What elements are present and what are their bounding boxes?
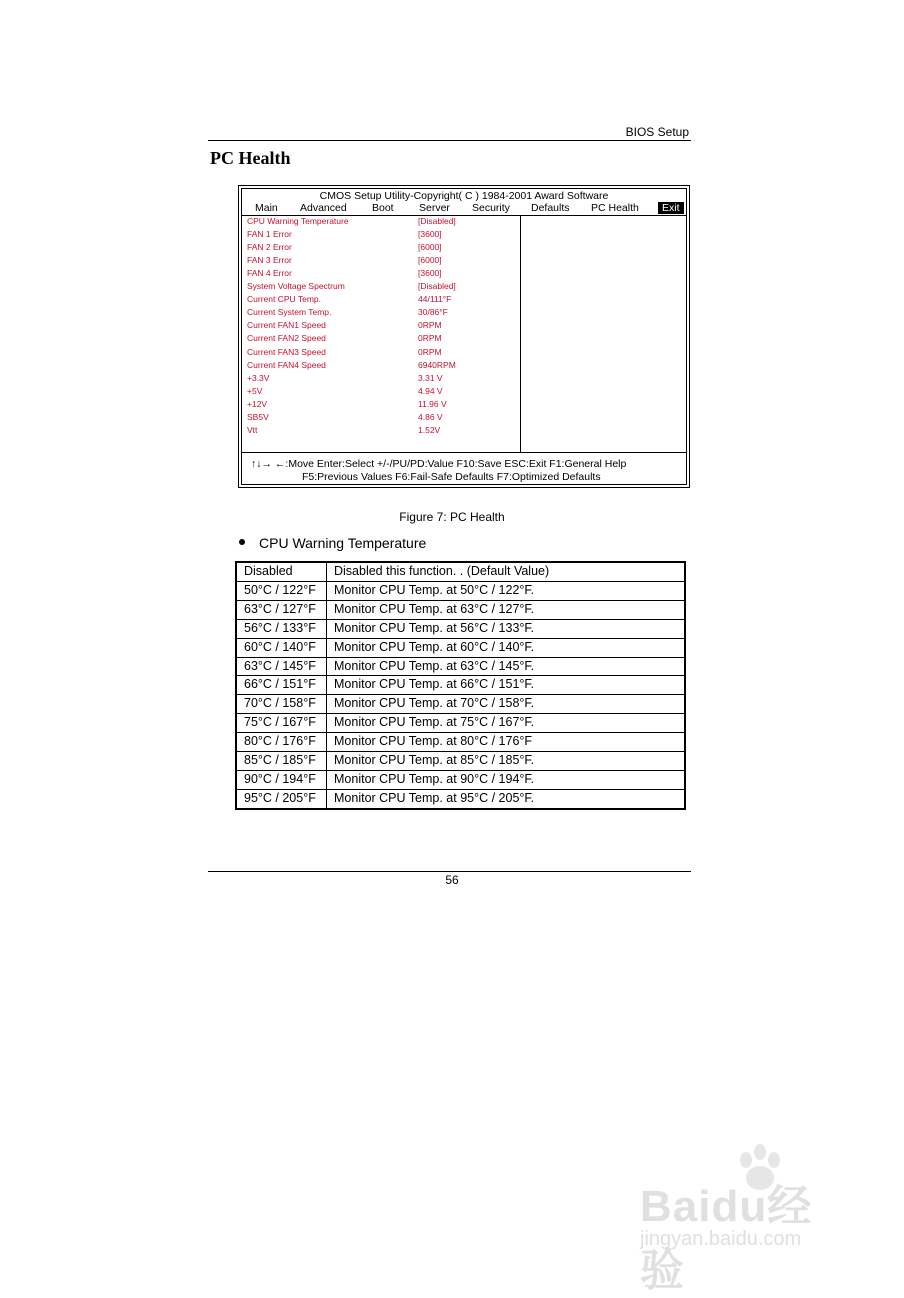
bios-item-label: CPU Warning Temperature: [247, 216, 349, 226]
bios-item-row[interactable]: [247, 411, 443, 422]
bios-help-line-2: F5:Previous Values F6:Fail-Safe Defaults F7:Optimized Defaults: [302, 471, 601, 483]
bios-item-label: System Voltage Spectrum: [247, 281, 345, 292]
option-description-cell: Monitor CPU Temp. at 50°C / 122°F.: [327, 581, 686, 600]
table-row: [236, 770, 685, 789]
option-description-cell: Monitor CPU Temp. at 63°C / 127°F.: [327, 600, 686, 619]
option-description-cell: Monitor CPU Temp. at 95°C / 205°F.: [327, 789, 686, 808]
table-row: [236, 752, 685, 771]
bios-item-value: 0RPM: [418, 320, 442, 331]
menu-exit[interactable]: Exit: [658, 202, 684, 214]
bios-item-value: 4.86 V: [418, 411, 443, 422]
bios-item-value: 4.94 V: [418, 385, 443, 396]
bios-item-value: [Disabled]: [418, 216, 456, 226]
option-value-cell: 66°C / 151°F: [236, 676, 327, 695]
bios-item-label: Current FAN3 Speed: [247, 346, 326, 357]
option-value-cell: 56°C / 133°F: [236, 619, 327, 638]
bios-item-label: Current FAN2 Speed: [247, 333, 326, 344]
option-value-cell: 63°C / 127°F: [236, 600, 327, 619]
table-row: [236, 581, 685, 600]
bios-item-label: Vtt: [247, 424, 258, 435]
bios-item-label: +5V: [247, 385, 263, 396]
bios-menubar: [242, 202, 686, 215]
watermark-logo: Baidu经验: [640, 1182, 813, 1295]
table-row: [236, 714, 685, 733]
bios-item-label: Current System Temp.: [247, 307, 332, 318]
option-description-cell: Monitor CPU Temp. at 90°C / 194°F.: [327, 770, 686, 789]
option-value-cell: 95°C / 205°F: [236, 789, 327, 808]
bios-item-value: 6940RPM: [418, 359, 456, 370]
bios-frame: [241, 188, 687, 485]
bios-item-row[interactable]: [247, 281, 456, 292]
table-row: [236, 676, 685, 695]
menu-security[interactable]: Security: [472, 202, 510, 214]
option-value-cell: 80°C / 176°F: [236, 733, 327, 752]
table-row: [236, 789, 685, 808]
option-value-cell: 50°C / 122°F: [236, 581, 327, 600]
bios-item-label: FAN 3 Error: [247, 255, 292, 266]
table-row: [236, 619, 685, 638]
bios-item-label: FAN 2 Error: [247, 242, 292, 253]
bios-item-label: Current FAN4 Speed: [247, 359, 326, 370]
bios-item-row[interactable]: [247, 333, 442, 344]
bios-item-value: 0RPM: [418, 346, 442, 357]
baidu-watermark: [640, 1140, 855, 1295]
bios-item-row[interactable]: [247, 268, 442, 279]
table-row: [236, 733, 685, 752]
bios-item-value: 3.31 V: [418, 372, 443, 383]
bullet-heading: [239, 535, 426, 551]
table-row: [236, 600, 685, 619]
bullet-dot-icon: [239, 539, 245, 545]
option-description-cell: Monitor CPU Temp. at 60°C / 140°F.: [327, 638, 686, 657]
bios-item-row[interactable]: [247, 372, 443, 383]
table-row: [236, 562, 685, 581]
bios-item-value: 0RPM: [418, 333, 442, 344]
bios-item-label: Current FAN1 Speed: [247, 320, 326, 331]
bios-item-label: Current CPU Temp.: [247, 294, 322, 305]
option-description-cell: Monitor CPU Temp. at 80°C / 176°F: [327, 733, 686, 752]
option-value-cell: 75°C / 167°F: [236, 714, 327, 733]
bios-help-line-1: ↑↓→ ←:Move Enter:Select +/-/PU/PD:Value F10:Save ESC:Exit F1:General Help: [251, 458, 627, 470]
page-number: 56: [445, 873, 459, 887]
option-description-cell: Monitor CPU Temp. at 85°C / 185°F.: [327, 752, 686, 771]
bios-item-panel: [242, 215, 686, 453]
bios-item-label: SB5V: [247, 411, 269, 422]
option-value-cell: 60°C / 140°F: [236, 638, 327, 657]
option-description-cell: Monitor CPU Temp. at 75°C / 167°F.: [327, 714, 686, 733]
bios-panel-divider: [520, 216, 521, 452]
option-description-cell: Monitor CPU Temp. at 66°C / 151°F.: [327, 676, 686, 695]
bios-item-row[interactable]: [247, 320, 442, 331]
bios-item-row[interactable]: [247, 398, 447, 409]
option-description-cell: Monitor CPU Temp. at 63°C / 145°F.: [327, 657, 686, 676]
bios-item-row[interactable]: [247, 307, 448, 318]
watermark-url: jingyan.baidu.com: [640, 1228, 802, 1250]
option-value-cell: 63°C / 145°F: [236, 657, 327, 676]
option-value-cell: Disabled: [236, 562, 327, 581]
bios-item-label: FAN 1 Error: [247, 229, 292, 240]
bios-item-row[interactable]: [247, 242, 442, 253]
table-row: [236, 695, 685, 714]
bios-item-row[interactable]: [247, 255, 442, 266]
option-description-cell: Monitor CPU Temp. at 70°C / 158°F.: [327, 695, 686, 714]
bios-item-value: [6000]: [418, 242, 442, 253]
bios-item-row[interactable]: [247, 359, 456, 370]
bios-item-value: 11.96 V: [418, 398, 447, 409]
bios-item-label: +3.3V: [247, 372, 270, 383]
bios-item-row[interactable]: [247, 385, 443, 396]
bios-item-value: [3600]: [418, 229, 442, 240]
figure-caption: Figure 7: PC Health: [399, 510, 505, 524]
bullet-heading-text: CPU Warning Temperature: [259, 535, 427, 551]
table-row: [236, 657, 685, 676]
footer-rule: [208, 871, 691, 872]
bios-screenshot: [238, 185, 690, 488]
menu-pc-health[interactable]: PC Health: [591, 202, 639, 214]
option-description-cell: Disabled this function. . (Default Value): [327, 562, 686, 581]
menu-boot[interactable]: Boot: [372, 202, 394, 214]
option-description-cell: Monitor CPU Temp. at 56°C / 133°F.: [327, 619, 686, 638]
options-table: [235, 561, 686, 810]
option-value-cell: 85°C / 185°F: [236, 752, 327, 771]
bios-item-value: [6000]: [418, 255, 442, 266]
bios-item-row[interactable]: [247, 294, 452, 305]
bios-item-label: +12V: [247, 398, 268, 409]
bios-item-row[interactable]: [247, 346, 442, 357]
bios-item-value: 1.52V: [418, 424, 441, 435]
bios-item-label: FAN 4 Error: [247, 268, 292, 279]
menu-server[interactable]: Server: [419, 202, 450, 214]
bios-item-row[interactable]: [247, 216, 456, 226]
bios-item-value: 44/111°F: [418, 294, 452, 305]
bios-item-value: [3600]: [418, 268, 442, 279]
page-title: PC Health: [210, 148, 291, 168]
option-value-cell: 70°C / 158°F: [236, 695, 327, 714]
table-row: [236, 638, 685, 657]
bios-item-row[interactable]: [247, 424, 441, 435]
bios-title: CMOS Setup Utility-Copyright( C ) 1984-2001 Award Software: [319, 190, 609, 202]
menu-advanced[interactable]: Advanced: [300, 202, 347, 214]
header-rule: [208, 140, 691, 141]
option-value-cell: 90°C / 194°F: [236, 770, 327, 789]
bios-item-value: 30/86°F: [418, 307, 448, 318]
bios-item-row[interactable]: [247, 229, 442, 240]
bios-item-value: [Disabled]: [418, 281, 456, 292]
menu-main[interactable]: Main: [255, 202, 278, 214]
menu-defaults[interactable]: Defaults: [531, 202, 570, 214]
section-header-label: BIOS Setup: [625, 125, 689, 139]
